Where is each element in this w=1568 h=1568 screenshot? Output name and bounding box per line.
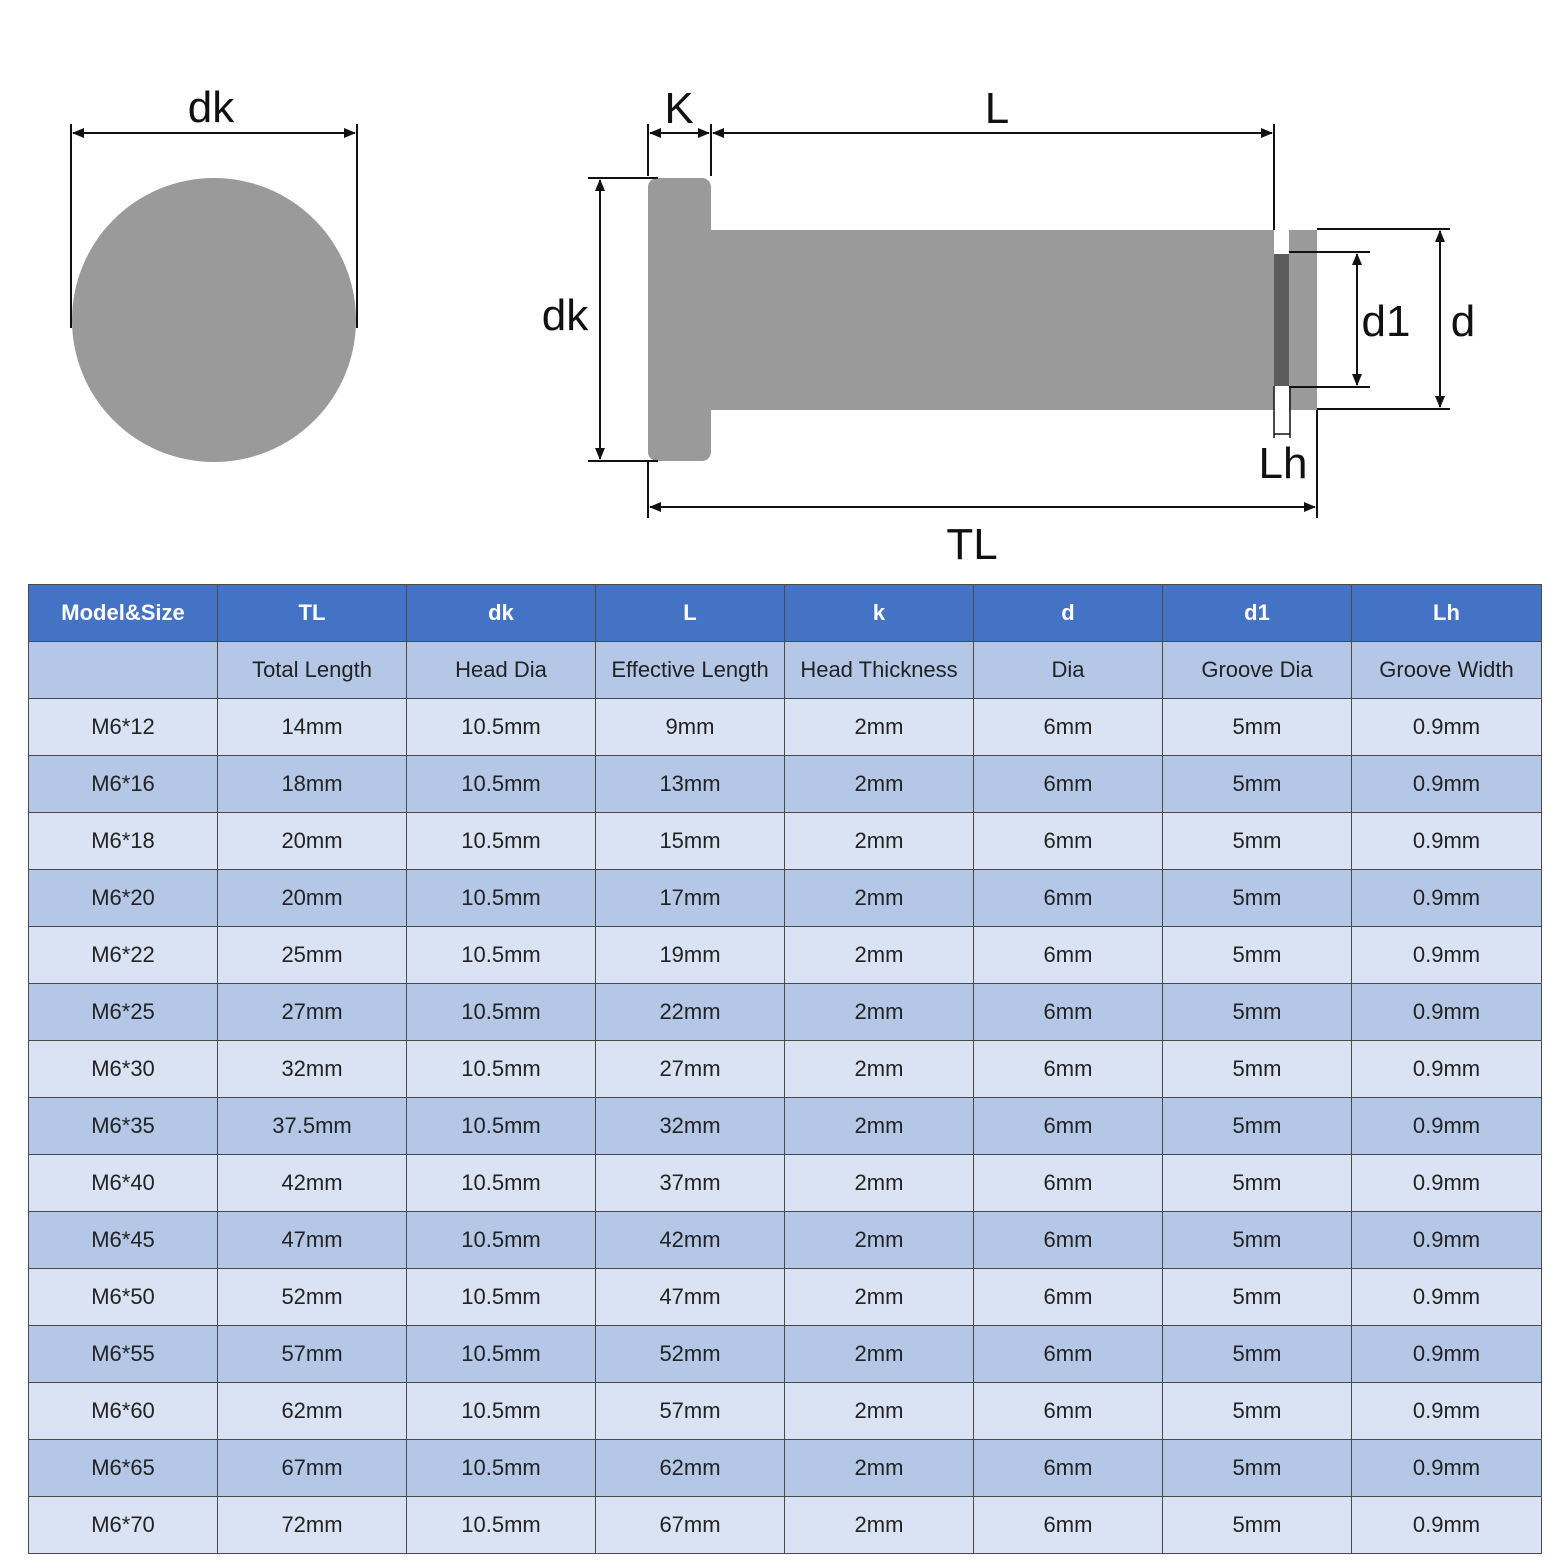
table-row [29, 1326, 1542, 1383]
cell-head-dia: 10.5mm [407, 756, 596, 813]
cell-head-thickness: 2mm [785, 1041, 974, 1098]
header-l: L [596, 585, 785, 642]
cell-dia: 6mm [974, 1155, 1163, 1212]
cell-head-thickness: 2mm [785, 927, 974, 984]
table-row [29, 1440, 1542, 1497]
cell-groove-width: 0.9mm [1352, 1041, 1542, 1098]
cell-groove-dia: 5mm [1163, 1497, 1352, 1554]
cell-dia: 6mm [974, 1383, 1163, 1440]
subheader-total-length: Total Length [218, 642, 407, 699]
specification-table [28, 584, 1542, 1554]
table-row [29, 1269, 1542, 1326]
header-tl: TL [218, 585, 407, 642]
pin-head-side-view [648, 178, 711, 461]
cell-effective-length: 15mm [596, 813, 785, 870]
cell-groove-width: 0.9mm [1352, 870, 1542, 927]
table-body [29, 699, 1542, 1554]
cell-head-thickness: 2mm [785, 756, 974, 813]
cell-groove-dia: 5mm [1163, 1440, 1352, 1497]
table-row [29, 984, 1542, 1041]
cell-groove-dia: 5mm [1163, 1212, 1352, 1269]
cell-total-length: 52mm [218, 1269, 407, 1326]
pin-shank [706, 230, 1274, 410]
cell-model-size: M6*45 [29, 1212, 218, 1269]
cell-groove-width: 0.9mm [1352, 1212, 1542, 1269]
cell-model-size: M6*65 [29, 1440, 218, 1497]
cell-total-length: 72mm [218, 1497, 407, 1554]
cell-model-size: M6*20 [29, 870, 218, 927]
cell-total-length: 32mm [218, 1041, 407, 1098]
cell-groove-width: 0.9mm [1352, 1269, 1542, 1326]
cell-effective-length: 9mm [596, 699, 785, 756]
pin-tip [1289, 230, 1317, 410]
cell-head-thickness: 2mm [785, 1155, 974, 1212]
cell-dia: 6mm [974, 699, 1163, 756]
cell-groove-width: 0.9mm [1352, 1098, 1542, 1155]
cell-total-length: 42mm [218, 1155, 407, 1212]
cell-head-thickness: 2mm [785, 1326, 974, 1383]
cell-model-size: M6*60 [29, 1383, 218, 1440]
d-label: d [1450, 297, 1476, 346]
subheader-head-dia: Head Dia [407, 642, 596, 699]
cell-groove-width: 0.9mm [1352, 1155, 1542, 1212]
cell-effective-length: 17mm [596, 870, 785, 927]
cell-total-length: 18mm [218, 756, 407, 813]
cell-groove-dia: 5mm [1163, 1098, 1352, 1155]
cell-model-size: M6*18 [29, 813, 218, 870]
cell-head-dia: 10.5mm [407, 1326, 596, 1383]
cell-effective-length: 22mm [596, 984, 785, 1041]
cell-groove-dia: 5mm [1163, 813, 1352, 870]
subheader-groove-dia: Groove Dia [1163, 642, 1352, 699]
subheader-head-thickness: Head Thickness [785, 642, 974, 699]
cell-dia: 6mm [974, 927, 1163, 984]
table-header-row [29, 585, 1542, 642]
cell-head-thickness: 2mm [785, 1497, 974, 1554]
cell-head-dia: 10.5mm [407, 1497, 596, 1554]
cell-head-dia: 10.5mm [407, 1041, 596, 1098]
cell-head-thickness: 2mm [785, 1269, 974, 1326]
table-row [29, 1212, 1542, 1269]
cell-dia: 6mm [974, 870, 1163, 927]
cell-groove-dia: 5mm [1163, 1041, 1352, 1098]
cell-groove-width: 0.9mm [1352, 756, 1542, 813]
cell-dia: 6mm [974, 1326, 1163, 1383]
cell-effective-length: 67mm [596, 1497, 785, 1554]
cell-head-dia: 10.5mm [407, 1383, 596, 1440]
table-row [29, 1155, 1542, 1212]
cell-model-size: M6*30 [29, 1041, 218, 1098]
tl-label: TL [946, 520, 998, 569]
pin-head-end-view [72, 178, 356, 462]
cell-head-thickness: 2mm [785, 699, 974, 756]
cell-head-dia: 10.5mm [407, 1212, 596, 1269]
table-row [29, 1041, 1542, 1098]
table-row [29, 927, 1542, 984]
table-row [29, 1383, 1542, 1440]
cell-head-dia: 10.5mm [407, 1098, 596, 1155]
cell-head-thickness: 2mm [785, 1098, 974, 1155]
cell-groove-width: 0.9mm [1352, 813, 1542, 870]
cell-total-length: 57mm [218, 1326, 407, 1383]
cell-head-dia: 10.5mm [407, 1440, 596, 1497]
header-lh: Lh [1352, 585, 1542, 642]
subheader-dia: Dia [974, 642, 1163, 699]
subheader-model-size [29, 642, 218, 699]
header-model-size: Model&Size [29, 585, 218, 642]
cell-groove-dia: 5mm [1163, 1155, 1352, 1212]
k-label: K [664, 84, 694, 133]
cell-head-thickness: 2mm [785, 1440, 974, 1497]
cell-effective-length: 52mm [596, 1326, 785, 1383]
table-row [29, 699, 1542, 756]
cell-groove-dia: 5mm [1163, 756, 1352, 813]
cell-effective-length: 47mm [596, 1269, 785, 1326]
cell-groove-dia: 5mm [1163, 699, 1352, 756]
dk-label-top: dk [187, 83, 235, 132]
cell-groove-dia: 5mm [1163, 1326, 1352, 1383]
cell-groove-dia: 5mm [1163, 984, 1352, 1041]
cell-model-size: M6*35 [29, 1098, 218, 1155]
cell-head-thickness: 2mm [785, 870, 974, 927]
cell-head-thickness: 2mm [785, 813, 974, 870]
cell-head-dia: 10.5mm [407, 1269, 596, 1326]
table-subheader-row [29, 642, 1542, 699]
cell-groove-width: 0.9mm [1352, 699, 1542, 756]
cell-model-size: M6*12 [29, 699, 218, 756]
cell-model-size: M6*50 [29, 1269, 218, 1326]
table-row [29, 1497, 1542, 1554]
table-row [29, 813, 1542, 870]
header-d: d [974, 585, 1163, 642]
cell-effective-length: 19mm [596, 927, 785, 984]
cell-head-dia: 10.5mm [407, 870, 596, 927]
header-dk: dk [407, 585, 596, 642]
cell-effective-length: 62mm [596, 1440, 785, 1497]
cell-groove-dia: 5mm [1163, 1383, 1352, 1440]
lh-label: Lh [1258, 439, 1308, 488]
cell-dia: 6mm [974, 1440, 1163, 1497]
cell-head-dia: 10.5mm [407, 1155, 596, 1212]
cell-groove-width: 0.9mm [1352, 1326, 1542, 1383]
cell-effective-length: 13mm [596, 756, 785, 813]
pin-dimension-diagram [0, 0, 1568, 580]
cell-total-length: 47mm [218, 1212, 407, 1269]
cell-total-length: 62mm [218, 1383, 407, 1440]
cell-groove-width: 0.9mm [1352, 984, 1542, 1041]
cell-total-length: 14mm [218, 699, 407, 756]
cell-groove-width: 0.9mm [1352, 1497, 1542, 1554]
cell-model-size: M6*55 [29, 1326, 218, 1383]
subheader-groove-width: Groove Width [1352, 642, 1542, 699]
cell-model-size: M6*25 [29, 984, 218, 1041]
cell-dia: 6mm [974, 1269, 1163, 1326]
cell-dia: 6mm [974, 1041, 1163, 1098]
cell-head-dia: 10.5mm [407, 699, 596, 756]
cell-total-length: 27mm [218, 984, 407, 1041]
cell-total-length: 67mm [218, 1440, 407, 1497]
dk-label-side: dk [541, 291, 589, 340]
cell-model-size: M6*40 [29, 1155, 218, 1212]
cell-head-thickness: 2mm [785, 984, 974, 1041]
cell-model-size: M6*22 [29, 927, 218, 984]
cell-dia: 6mm [974, 813, 1163, 870]
cell-effective-length: 42mm [596, 1212, 785, 1269]
cell-dia: 6mm [974, 984, 1163, 1041]
cell-groove-width: 0.9mm [1352, 1440, 1542, 1497]
cell-effective-length: 37mm [596, 1155, 785, 1212]
cell-dia: 6mm [974, 756, 1163, 813]
cell-total-length: 20mm [218, 870, 407, 927]
cell-groove-dia: 5mm [1163, 927, 1352, 984]
cell-dia: 6mm [974, 1497, 1163, 1554]
cell-groove-dia: 5mm [1163, 1269, 1352, 1326]
cell-total-length: 25mm [218, 927, 407, 984]
cell-model-size: M6*16 [29, 756, 218, 813]
header-d1: d1 [1163, 585, 1352, 642]
pin-groove [1274, 254, 1289, 386]
cell-effective-length: 27mm [596, 1041, 785, 1098]
cell-head-dia: 10.5mm [407, 813, 596, 870]
table-row [29, 870, 1542, 927]
d1-label: d1 [1361, 297, 1411, 346]
table-row [29, 1098, 1542, 1155]
l-label: L [984, 84, 1010, 133]
cell-groove-dia: 5mm [1163, 870, 1352, 927]
cell-effective-length: 57mm [596, 1383, 785, 1440]
cell-groove-width: 0.9mm [1352, 1383, 1542, 1440]
cell-head-dia: 10.5mm [407, 927, 596, 984]
cell-effective-length: 32mm [596, 1098, 785, 1155]
cell-head-thickness: 2mm [785, 1212, 974, 1269]
cell-model-size: M6*70 [29, 1497, 218, 1554]
cell-dia: 6mm [974, 1098, 1163, 1155]
cell-dia: 6mm [974, 1212, 1163, 1269]
table-row [29, 756, 1542, 813]
cell-groove-width: 0.9mm [1352, 927, 1542, 984]
cell-head-thickness: 2mm [785, 1383, 974, 1440]
header-k: k [785, 585, 974, 642]
cell-total-length: 20mm [218, 813, 407, 870]
cell-total-length: 37.5mm [218, 1098, 407, 1155]
cell-head-dia: 10.5mm [407, 984, 596, 1041]
subheader-effective-length: Effective Length [596, 642, 785, 699]
